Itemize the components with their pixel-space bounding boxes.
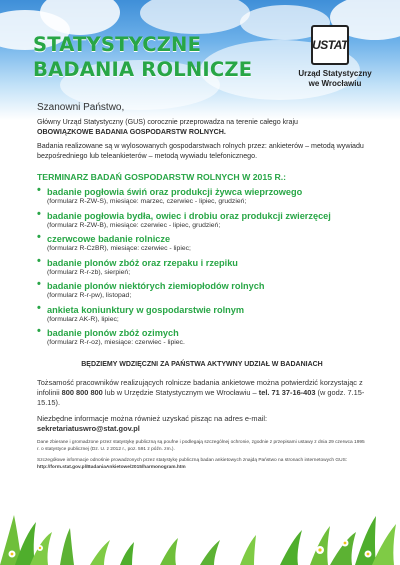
infoline-phone: 800 800 800 [61, 388, 103, 398]
bullet-icon: • [37, 301, 41, 314]
list-item [37, 231, 367, 254]
list-item [37, 278, 367, 301]
bullet-icon: • [37, 231, 41, 244]
contact-tel-label: tel. [258, 388, 270, 398]
item-note: (formularz R-r-oz), miesiące: czerwiec - lipiec. [47, 339, 185, 347]
bullet-icon: • [37, 184, 41, 197]
item-note: (formularz R-ZW-B), miesiące: czerwiec - lipiec, grudzień; [47, 221, 221, 229]
schedule-list [37, 184, 367, 348]
logo-text: USTAT [312, 38, 348, 52]
list-item [37, 301, 367, 325]
intro-text: Główny Urząd Statystyczny (GUS) corocznie przeprowadza na terenie całego kraju [37, 118, 299, 127]
info-note [37, 458, 367, 471]
intro-bold: OBOWIĄZKOWE BADANIA GOSPODARSTW ROLNYCH. [37, 127, 226, 136]
list-item [37, 184, 367, 207]
title-line-1: STATYSTYCZNE [33, 33, 202, 56]
item-name: badanie plonów zbóż oraz rzepaku i rzepiku [47, 257, 238, 268]
intro-paragraph-1 [37, 118, 367, 137]
contact-text-a: Tożsamość pracowników realizujących rolnicze badania ankietowe można potwierdzić korzystając z infolinii [37, 378, 363, 398]
bullet-icon: • [37, 207, 41, 220]
gus-link[interactable]: http://form.stat.gov.pl/BadaniaAnkietowe/2015/harmonogram.htm [37, 464, 186, 470]
legal-note: Dane zbierane i gromadzone przez statystykę publiczną są poufne i podlegają szczególnej ochronie, zgodnie z przepisami ustawy z dnia 29 czerwca 1995 r. o statystyce publicznej (Dz. U. z 2012 r., poz. 591 z późn. zm.). [37, 440, 365, 452]
item-name: badanie plonów niektórych ziemiopłodów rolnych [47, 281, 265, 292]
title-line-2: BADANIA ROLNICZE [33, 58, 253, 81]
thanks-heading: BĘDZIEMY WDZIĘCZNI ZA PAŃSTWA AKTYWNY UDZIAŁ W BADANIACH [81, 360, 323, 368]
bullet-icon: • [37, 254, 41, 267]
bullet-icon: • [37, 325, 41, 338]
item-name: badanie pogłowia świń oraz produkcji żywca wieprzowego [47, 187, 303, 198]
item-note: (formularz R-r-zb), sierpień; [47, 268, 131, 276]
schedule-title: TERMINARZ BADAŃ GOSPODARSTW ROLNYCH W 2015 R.: [37, 172, 287, 183]
email-address[interactable]: sekretariatuswro@stat.gov.pl [37, 424, 140, 434]
item-name: badanie plonów zbóż ozimych [47, 328, 179, 339]
office-line-1: Urząd Statystyczny [298, 69, 372, 78]
info-text: Szczegółowe informacje odnośnie prowadzonych przez statystykę publiczną badan ankietowych znajdą Państwo na stronach internetowych GUS: [37, 458, 348, 464]
contact-paragraph [37, 378, 367, 408]
salutation: Szanowni Państwo, [37, 102, 125, 113]
item-name: badanie pogłowia bydła, owiec i drobiu oraz produkcji zwierzęcej [47, 210, 331, 221]
grass-decoration [0, 510, 400, 565]
contact-text-b: lub w Urzędzie Statystycznym we Wrocławiu – [104, 388, 257, 398]
list-item [37, 254, 367, 278]
list-item [37, 207, 367, 231]
item-note: (formularz R-ZW-S), miesiące: marzec, czerwiec - lipiec, grudzień; [47, 198, 247, 206]
intro-paragraph-2: Badania realizowane są w wylosowanych gospodarstwach rolnych przez: ankieterów – metodą wywiadu bezpośredniego lub teleankieterów – metodą wywiadu telefonicznego. [37, 142, 364, 160]
item-note: (formularz AK-R), lipiec; [47, 315, 119, 323]
item-note: (formularz R-r-pw), listopad; [47, 292, 132, 300]
office-name [290, 69, 380, 89]
item-name: czerwcowe badanie rolnicze [47, 234, 171, 245]
list-item [37, 325, 367, 348]
office-phone: 71 37-16-403 [271, 388, 316, 398]
contact-hours: (w godz. 7.15-15.15). [37, 388, 365, 408]
item-note: (formularz R-CzBR), miesiące: czerwiec - lipiec; [47, 245, 191, 253]
main-content [37, 103, 367, 471]
ustat-logo [311, 25, 349, 65]
page-title [33, 32, 252, 82]
email-paragraph [37, 414, 367, 434]
office-line-2: we Wrocławiu [308, 79, 362, 88]
email-intro: Niezbędne informacje można również uzyskać pisząc na adres e-mail: [37, 414, 268, 424]
item-name: ankieta koniunktury w gospodarstwie rolnym [47, 304, 245, 315]
bullet-icon: • [37, 278, 41, 291]
